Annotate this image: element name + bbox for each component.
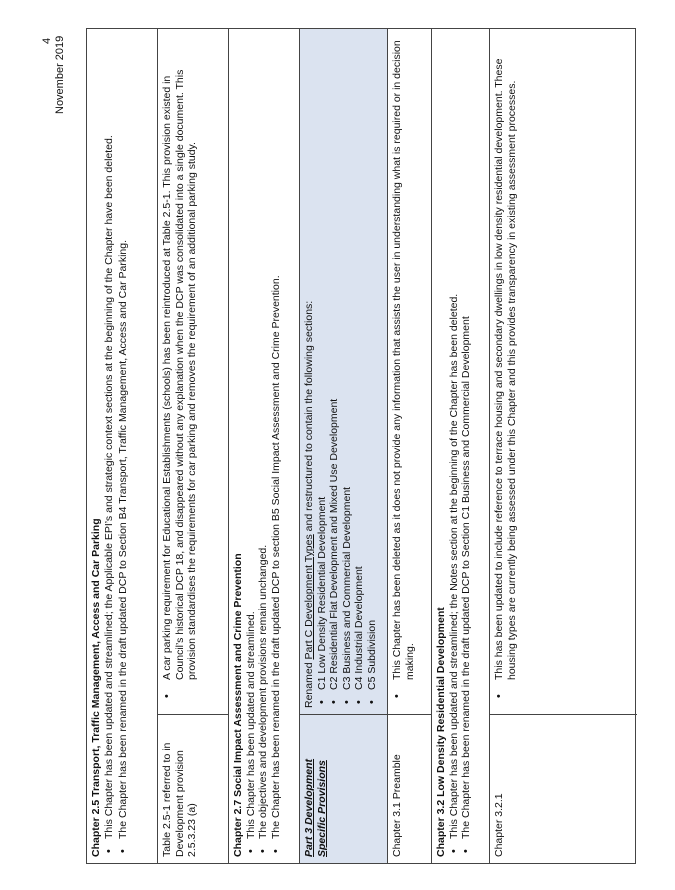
row-label: Chapter 3.1 Preamble [391,754,403,857]
bullet-list [161,35,199,708]
bullet-list [448,35,473,857]
list-item: • C2 Residential Flat Development and Mixed Use Development [328,35,341,708]
list-item: • This Chapter has been deleted as it does not provide any information that assists the user in understanding what is required or in decision making. [391,35,416,708]
row-label: Table 2.5-1 referred to in Development provision 2.5.3.23 (a) [161,742,199,857]
list-item: • This has been updated to include reference to terrace housing and secondary dwellings in low density residential development. These housing types are currently being assessed under this Chapter and this provides transparency in existing assessment processes. [493,35,518,708]
list-item: • The Chapter has been renamed in the draft updated DCP to Section B4 Transport, Traffic Management, Access and Car Parking. [117,35,130,857]
section-heading: Chapter 2.5 Transport, Traffic Management, Access and Car Parking [90,518,102,857]
part-label [300,715,387,863]
section-heading: Chapter 3.2 Low Density Residential Development [435,607,447,857]
bullet-list [103,35,130,857]
list-item: • C1 Low Density Residential Development [316,35,329,708]
row-label: Chapter 3.2.1 [493,793,505,857]
page-number: 4 [41,37,53,44]
row-chapter-2-7 [229,29,300,863]
list-item: • This Chapter has been updated and streamlined; the Applicable EPI’s and strategic context sections at the beginning of the Chapter have been deleted. [103,35,116,857]
changes-table [86,28,636,864]
row-chapter-2-5 [87,29,158,863]
row-table-2-5-1 [158,29,229,863]
document-date: November 2019 [54,35,66,114]
row-chapter-3-1 [388,29,432,863]
row-chapter-3-2-1 [490,29,637,863]
row-chapter-3-2 [432,29,490,863]
bullet-list [391,35,416,708]
list-item: • A car parking requirement for Educational Establishments (schools) has been reintroduced at Table 2.5-1. This provision existed in Council’s historical DCP 18, and disappeared without any explanation when the DCP was consolidated into a single document. This provision standardises the requirements for car parking and removes the requirement of an additional parking study. [161,35,199,708]
list-item: • The Chapter has been renamed in the draft updated DCP to Section C1 Business and Commercial Development [460,35,473,857]
part-c-link-text: Part C Development Types [303,534,315,660]
list-item: • C3 Business and Commercial Development [341,35,354,708]
part-label-line: Specific Provisions [315,760,328,857]
part-label-line: Part 3 Development [303,758,315,857]
list-item: • C4 Industrial Development [353,35,366,708]
section-heading: Chapter 2.7 Social Impact Assessment and Crime Prevention [232,553,244,857]
part-intro: Renamed Part C Development Types and restructured to contain the following sections: [303,300,315,708]
bullet-list [245,35,283,857]
section-list [316,35,379,708]
list-item: • C5 Subdivision [366,35,379,708]
list-item: • The Chapter has been renamed in the draft updated DCP to section B5 Social Impact Assessment and Crime Prevention. [270,35,283,857]
list-item: • This Chapter has been updated and streamlined; the Notes section at the beginning of the Chapter has been deleted. [448,35,461,857]
list-item: • This Chapter has been updated and streamlined. [245,35,258,857]
row-part-3 [300,29,388,863]
list-item: • The objectives and development provisions remain unchanged. [257,35,270,857]
bullet-list [493,35,518,708]
